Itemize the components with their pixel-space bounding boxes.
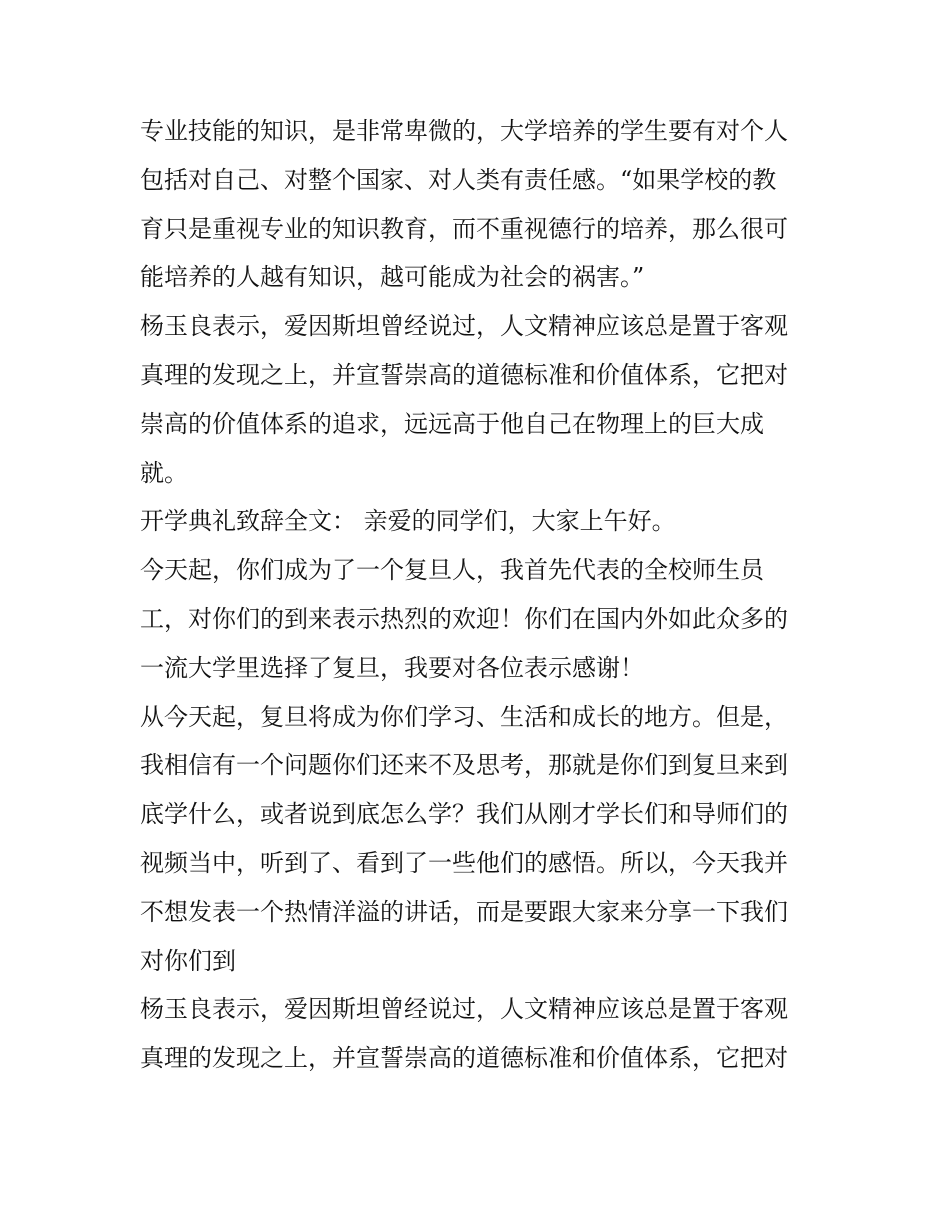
- text-line: 杨玉良表示，爱因斯坦曾经说过，人文精神应该总是置于客观: [140, 995, 788, 1024]
- text-line: 育只是重视专业的知识教育，而不重视德行的培养，那么很可: [140, 214, 788, 243]
- text-line: 底学什么，或者说到底怎么学？我们从刚才学长们和导师们的: [140, 800, 788, 829]
- text-line: 真理的发现之上，并宣誓崇高的道德标准和价值体系，它把对: [140, 360, 788, 389]
- text-line: 今天起，你们成为了一个复旦人，我首先代表的全校师生员: [140, 556, 764, 585]
- text-line: 崇高的价值体系的追求，远远高于他自己在物理上的巨大成: [140, 409, 764, 438]
- text-line: 我相信有一个问题你们还来不及思考，那就是你们到复旦来到: [140, 751, 788, 780]
- text-line: 一流大学里选择了复旦，我要对各位表示感谢！: [140, 653, 644, 682]
- text-line: 从今天起，复旦将成为你们学习、生活和成长的地方。但是，: [140, 702, 788, 731]
- text-line: 就。: [140, 458, 188, 487]
- text-line: 能培养的人越有知识，越可能成为社会的祸害。”: [140, 263, 645, 292]
- text-line: 专业技能的知识，是非常卑微的，大学培养的学生要有对个人: [140, 117, 788, 145]
- text-line: 工，对你们的到来表示热烈的欢迎！你们在国内外如此众多的: [140, 604, 788, 633]
- text-line: 视频当中，听到了、看到了一些他们的感悟。所以，今天我并: [140, 848, 788, 877]
- text-line: 杨玉良表示，爱因斯坦曾经说过，人文精神应该总是置于客观: [140, 312, 788, 341]
- text-line: 真理的发现之上，并宣誓崇高的道德标准和价值体系，它把对: [140, 1044, 788, 1073]
- text-line: 不想发表一个热情洋溢的讲话，而是要跟大家来分享一下我们: [140, 897, 788, 926]
- document-text-body: [140, 107, 820, 1083]
- text-line: 对你们到: [140, 946, 236, 975]
- text-line: 开学典礼致辞全文： 亲爱的同学们，大家上午好。: [140, 507, 676, 536]
- text-line: 包括对自己、对整个国家、对人类有责任感。“如果学校的教: [140, 165, 777, 194]
